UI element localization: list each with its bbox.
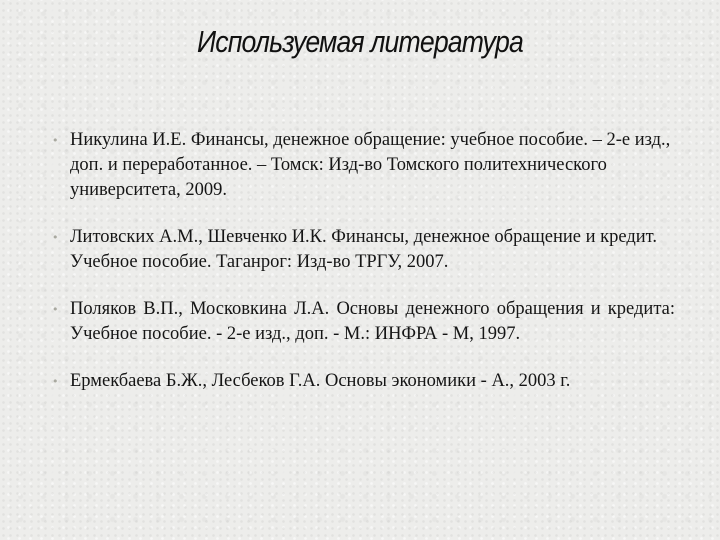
bullet-icon: • [52,134,59,147]
reference-item [50,297,675,347]
reference-text: Поляков В.П., Московкина Л.А. Основы денежного обращения и кредита: Учебное пособие. - 2-е изд., доп. - М.: ИНФРА - М, 1997. [70,299,675,344]
reference-list [50,128,675,416]
bullet-icon: • [52,375,59,388]
reference-text: Ермекбаева Б.Ж., Лесбеков Г.А. Основы экономики - А., 2003 г. [70,371,571,391]
reference-text: Никулина И.Е. Финансы, денежное обращение: учебное пособие. – 2-е изд., доп. и переработанное. – Томск: Изд-во Томского политехнического университета, 2009. [70,130,671,200]
reference-item [50,128,675,203]
bullet-icon: • [52,231,59,244]
reference-item [50,369,675,394]
bullet-icon: • [52,303,59,316]
reference-item [50,225,675,275]
slide-title: Используемая литература [197,24,523,59]
reference-text: Литовских А.М., Шевченко И.К. Финансы, денежное обращение и кредит. Учебное пособие. Таганрог: Изд-во ТРГУ, 2007. [70,227,657,272]
